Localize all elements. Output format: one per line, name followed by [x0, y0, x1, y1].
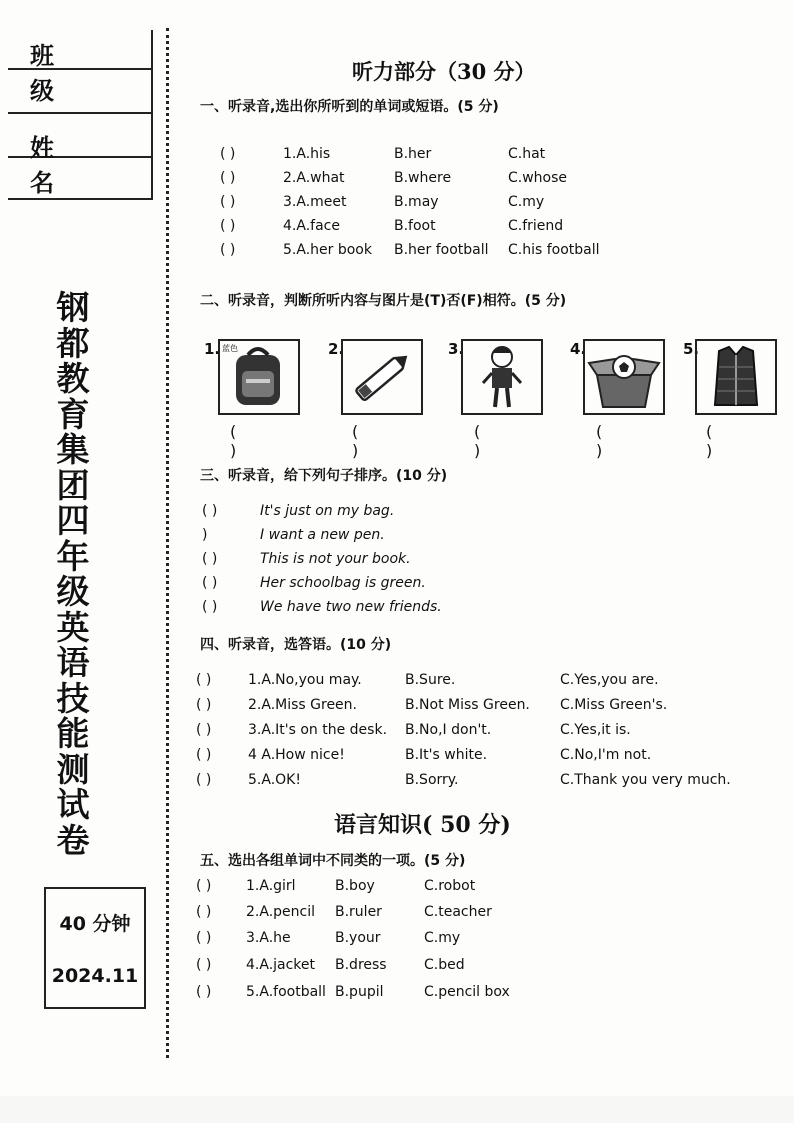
section-5-heading: 五、选出各组单词中不同类的一项。(5 分) — [200, 853, 466, 869]
option-c: C.whose — [508, 170, 568, 186]
option-b: B.her football — [394, 242, 489, 258]
vertical-title-char: 育 — [56, 394, 90, 434]
vertical-title-char: 语 — [56, 643, 90, 682]
sentence-text: It's just on my bag. — [260, 503, 395, 519]
answer-bracket[interactable]: ( ) — [220, 242, 236, 258]
picture-3 — [461, 339, 543, 415]
answer-bracket[interactable]: ( ) — [196, 772, 212, 788]
answer-bracket[interactable]: ( ) — [220, 194, 236, 210]
listening-section-title: 听力部分（30 分） — [352, 59, 536, 84]
vertical-title-char: 团 — [56, 465, 90, 505]
picture-3-answer[interactable]: ( ) — [474, 422, 499, 460]
option-a: 1.A.No,you may. — [248, 672, 362, 688]
option-c: C.pencil box — [424, 984, 510, 1000]
option-b: B.pupil — [335, 984, 384, 1000]
vertical-title-char: 英 — [56, 607, 90, 647]
answer-bracket[interactable]: ( ) — [196, 722, 212, 738]
answer-bracket[interactable]: ( ) — [202, 575, 218, 591]
exam-vertical-title — [48, 290, 98, 858]
option-a: 3.A.he — [246, 930, 291, 946]
option-c: C.Miss Green's. — [560, 697, 668, 713]
sidebar — [0, 0, 170, 1096]
answer-bracket[interactable]: ( ) — [202, 599, 218, 615]
section-1-heading: 一、听录音,选出你所听到的单词或短语。(5 分) — [200, 99, 499, 115]
answer-bracket[interactable]: ( ) — [202, 551, 218, 567]
option-a: 2.A.what — [283, 170, 345, 186]
option-b: B.Sorry. — [405, 772, 459, 788]
ball-box-icon — [585, 341, 663, 413]
option-b: B.ruler — [335, 904, 382, 920]
answer-bracket[interactable]: ( ) — [220, 146, 236, 162]
sentence-text: I want a new pen. — [260, 527, 385, 543]
picture-5 — [695, 339, 777, 415]
answer-bracket[interactable]: ( ) — [220, 218, 236, 234]
answer-bracket[interactable]: ( ) — [202, 503, 218, 519]
vertical-title-char: 都 — [56, 323, 90, 363]
option-c: C.my — [508, 194, 545, 210]
option-b: B.foot — [394, 218, 436, 234]
option-b: B.Sure. — [405, 672, 456, 688]
answer-bracket[interactable]: ( ) — [196, 697, 212, 713]
option-b: B.dress — [335, 957, 387, 973]
answer-bracket[interactable]: ( ) — [196, 984, 212, 1000]
option-c: C.Thank you very much. — [560, 772, 731, 788]
picture-5-number: 5. — [683, 340, 700, 358]
option-c: C.bed — [424, 957, 465, 973]
option-b: B.her — [394, 146, 432, 162]
vertical-title-char: 集 — [56, 430, 90, 469]
picture-4-number: 4. — [570, 340, 587, 358]
picture-4 — [583, 339, 665, 415]
option-b: B.No,I don't. — [405, 722, 492, 738]
option-b: B.Not Miss Green. — [405, 697, 530, 713]
vertical-title-char: 能 — [56, 714, 90, 753]
option-a: 2.A.Miss Green. — [248, 697, 357, 713]
option-c: C.Yes,you are. — [560, 672, 659, 688]
vertical-title-char: 钢 — [56, 288, 90, 327]
picture-1-number: 1. — [204, 340, 221, 358]
vertical-title-char: 四 — [56, 501, 90, 540]
option-c: C.hat — [508, 146, 546, 162]
time-date-box — [44, 887, 146, 1009]
picture-2-number: 2. — [328, 340, 345, 358]
pen-icon — [343, 341, 421, 413]
answer-bracket[interactable]: ( ) — [196, 878, 212, 894]
option-b: B.your — [335, 930, 381, 946]
picture-1-answer[interactable]: ( ) — [230, 422, 255, 460]
vertical-title-char: 卷 — [56, 820, 90, 860]
option-b: B.boy — [335, 878, 375, 894]
option-c: C.my — [424, 930, 461, 946]
option-a: 3.A.meet — [283, 194, 347, 210]
option-c: C.friend — [508, 218, 564, 234]
answer-bracket[interactable]: ( ) — [196, 930, 212, 946]
answer-bracket[interactable]: ( ) — [220, 170, 236, 186]
jacket-icon — [697, 341, 775, 413]
option-a: 1.A.girl — [246, 878, 296, 894]
exam-duration: 40 分钟 — [59, 913, 131, 935]
answer-bracket[interactable]: ) — [202, 527, 208, 543]
option-a: 3.A.It's on the desk. — [248, 722, 388, 738]
divider — [8, 198, 151, 200]
vertical-title-char: 试 — [56, 785, 90, 824]
student-info-box — [8, 30, 153, 200]
divider — [8, 112, 151, 114]
vertical-title-char: 级 — [56, 572, 90, 611]
option-b: B.where — [394, 170, 452, 186]
name-label: 姓 名 — [30, 133, 76, 197]
option-c: C.robot — [424, 878, 476, 894]
option-a: 4 A.How nice! — [248, 747, 345, 763]
vertical-title-char: 技 — [56, 678, 90, 718]
picture-2 — [341, 339, 423, 415]
picture-1 — [218, 339, 300, 415]
sentence-text: We have two new friends. — [260, 599, 442, 615]
vertical-title-char: 测 — [56, 749, 90, 789]
option-a: 5.A.football — [246, 984, 326, 1000]
sentence-text: This is not your book. — [260, 551, 411, 567]
option-b: B.It's white. — [405, 747, 488, 763]
class-label: 班 级 — [30, 41, 76, 105]
picture-3-number: 3. — [448, 340, 465, 358]
sentence-text: Her schoolbag is green. — [260, 575, 426, 591]
option-a: 5.A.her book — [283, 242, 372, 258]
answer-bracket[interactable]: ( ) — [196, 957, 212, 973]
option-c: C.Yes,it is. — [560, 722, 631, 738]
section-3-heading: 三、听录音，给下列句子排序。(10 分) — [200, 468, 448, 484]
answer-bracket[interactable]: ( ) — [196, 672, 212, 688]
picture-4-answer[interactable]: ( ) — [596, 422, 621, 460]
option-c: C.No,I'm not. — [560, 747, 652, 763]
option-c: C.teacher — [424, 904, 492, 920]
section-4-heading: 四、听录音，选答语。(10 分) — [200, 637, 392, 653]
option-b: B.may — [394, 194, 439, 210]
picture-1-label: 蓝色 — [222, 344, 238, 353]
picture-2-answer[interactable]: ( ) — [352, 422, 377, 460]
option-a: 5.A.OK! — [248, 772, 301, 788]
option-a: 4.A.jacket — [246, 957, 316, 973]
boy-icon — [463, 341, 541, 413]
vertical-title-char: 教 — [56, 359, 90, 398]
vertical-title-char: 年 — [56, 536, 90, 576]
exam-date: 2024.11 — [51, 965, 139, 987]
option-a: 2.A.pencil — [246, 904, 315, 920]
picture-5-answer[interactable]: ( ) — [706, 422, 731, 460]
answer-bracket[interactable]: ( ) — [196, 747, 212, 763]
option-a: 1.A.his — [283, 146, 331, 162]
option-c: C.his football — [508, 242, 600, 258]
knowledge-section-title: 语言知识( 50 分) — [334, 812, 511, 838]
section-2-heading: 二、听录音，判断所听内容与图片是(T)否(F)相符。(5 分) — [200, 293, 567, 309]
exam-content — [192, 0, 782, 1096]
cut-line — [166, 28, 169, 1058]
option-a: 4.A.face — [283, 218, 340, 234]
answer-bracket[interactable]: ( ) — [196, 904, 212, 920]
